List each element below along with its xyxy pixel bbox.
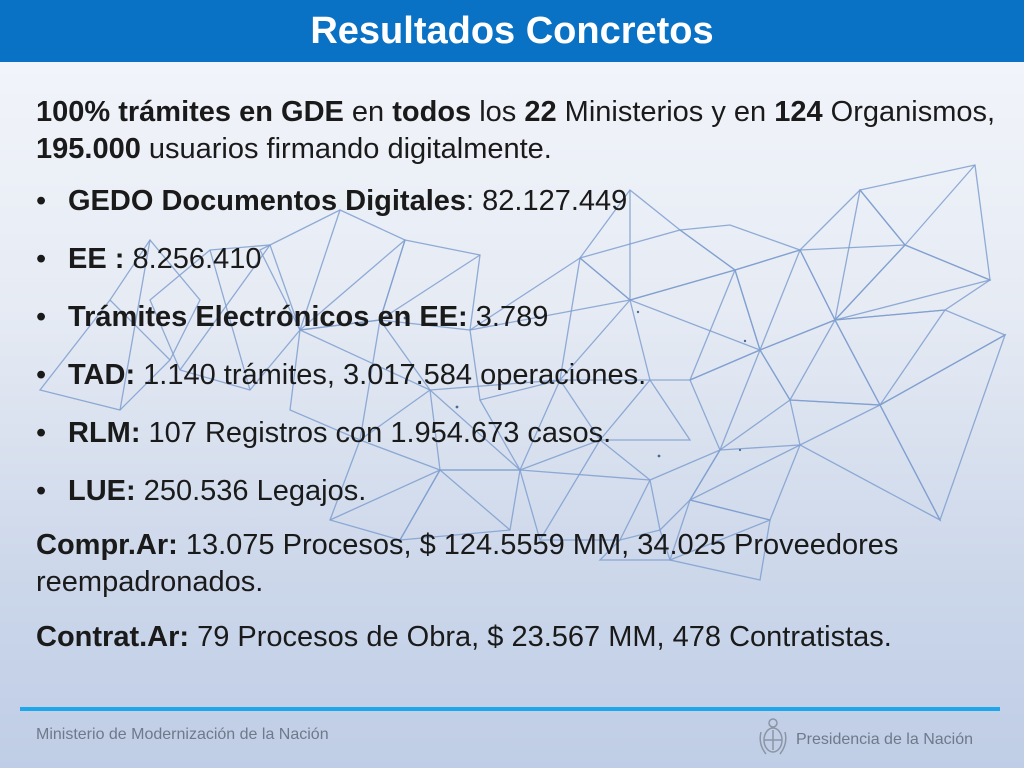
bullet-dot-icon: • [36,243,47,275]
intro-text-4: Organismos, [822,96,996,128]
intro-bold-3: 22 [524,96,557,128]
bullet-label: Trámites Electrónicos en EE: [68,301,468,333]
bullet-rlm [36,415,996,473]
bullet-separator [135,359,143,391]
intro-bold-1: 100% trámites en GDE [36,96,344,128]
intro-bold-4: 124 [774,96,823,128]
bullet-value: 250.536 Legajos. [143,475,367,507]
bullet-label: LUE: [68,475,136,507]
contrat-ar-label: Contrat.Ar: [36,621,190,653]
bullet-tad [36,357,996,415]
bullet-value: 82.127.449 [482,185,628,217]
bullet-ee [36,241,996,299]
coat-of-arms-icon [758,716,788,760]
bullet-dot-icon: • [36,301,47,333]
bullet-lue [36,473,996,531]
bullet-dot-icon: • [36,417,47,449]
bullet-value: 1.140 trámites, 3.017.584 operaciones. [143,359,647,391]
bullet-value: 3.789 [475,301,549,333]
bullet-separator [140,417,148,449]
bullet-tramites-ee [36,299,996,357]
intro-text-5: usuarios firmando digitalmente. [140,133,552,165]
bullet-gedo [36,183,996,241]
contrat-ar-paragraph [36,619,996,656]
title-bar [0,0,1024,62]
intro-bold-2: todos [392,96,472,128]
bullet-dot-icon: • [36,359,47,391]
bullet-label: GEDO Documentos Digitales [68,185,467,217]
bullet-label: RLM: [68,417,141,449]
intro-text-2: los [471,96,525,128]
footer-ministry: Ministerio de Modernización de la Nación [36,726,329,743]
contrat-ar-text: 79 Procesos de Obra, $ 23.567 MM, 478 Contratistas. [189,621,892,653]
results-bullet-list [36,183,996,531]
footer-divider [20,707,1000,711]
compr-ar-label: Compr.Ar: [36,529,178,561]
bullet-value: 107 Registros con 1.954.673 casos. [148,417,612,449]
intro-text-1: en [343,96,393,128]
bullet-dot-icon: • [36,475,47,507]
intro-paragraph [36,94,996,168]
footer-presidency: Presidencia de la Nación [796,731,973,748]
bullet-separator [468,301,476,333]
intro-bold-5: 195.000 [36,133,141,165]
compr-ar-text: 13.075 Procesos, $ 124.5559 MM, 34.025 Proveedores reempadronados. [36,529,899,598]
bullet-value: 8.256.410 [132,243,262,275]
bullet-separator [136,475,144,507]
page-title: Resultados Concretos [310,9,714,52]
intro-text-3: Ministerios y en [556,96,775,128]
bullet-dot-icon: • [36,185,47,217]
bullet-separator: : [466,185,483,217]
bullet-label: TAD: [68,359,136,391]
bullet-label: EE : [68,243,125,275]
content-body [36,94,996,656]
compr-ar-paragraph [36,527,996,601]
